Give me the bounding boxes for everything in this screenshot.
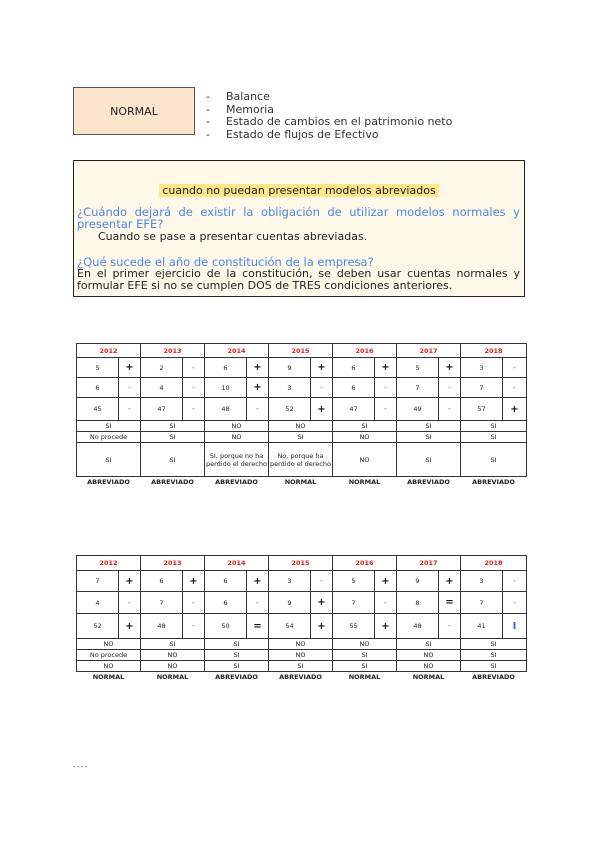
sign-cell: - (503, 378, 527, 398)
table-row (77, 639, 527, 650)
value-cell: 7 (461, 592, 503, 614)
value-cell: 47 (333, 398, 375, 421)
value-cell: 50 (205, 614, 247, 639)
normal-label: NORMAL (110, 104, 158, 118)
condition-cell: NO (269, 639, 333, 650)
table-1-body (77, 344, 527, 488)
condition-cell: NO (269, 421, 333, 432)
list-item: - Balance (206, 90, 270, 103)
condition-cell: NO (397, 650, 461, 661)
year-header: 2014 (205, 344, 269, 358)
sign-cell: - (183, 592, 205, 614)
condition-cell: NO (77, 661, 141, 672)
sign-cell: + (375, 358, 397, 378)
condition-cell: SI (397, 432, 461, 443)
result-cell: NORMAL (412, 673, 445, 682)
year-header: 2013 (141, 556, 205, 571)
sign-cell: + (311, 398, 333, 421)
value-cell: 6 (205, 592, 247, 614)
result-cell: ABREVIADO (279, 673, 322, 682)
table-row (77, 571, 527, 592)
sign-cell: - (119, 592, 141, 614)
table-row (77, 592, 527, 614)
value-cell: 4 (141, 378, 183, 398)
highlight-line (74, 179, 524, 198)
sign-cell: - (183, 358, 205, 378)
table-2-body (77, 556, 527, 683)
result-cell: ABREVIADO (472, 673, 515, 682)
table-row (77, 421, 527, 432)
year-header: 2012 (77, 556, 141, 571)
year-header: 2016 (333, 344, 397, 358)
value-cell: 7 (141, 592, 183, 614)
value-cell: 3 (269, 378, 311, 398)
condition-cell: SI (461, 432, 527, 443)
result-cell: NORMAL (348, 673, 381, 682)
value-cell: 5 (77, 358, 119, 378)
condition-cell: No, porque ha perdido el derecho (269, 443, 333, 477)
condition-cell: SI (461, 650, 527, 661)
result-cell: NORMAL (92, 673, 125, 682)
table-row (77, 378, 527, 398)
value-cell: 5 (397, 358, 439, 378)
result-cell: ABREVIADO (151, 478, 194, 487)
list-item: - Memoria (206, 102, 275, 116)
condition-cell: SI (141, 432, 205, 443)
condition-cell: SI (461, 639, 527, 650)
condition-cell: SI (141, 639, 205, 650)
table-row (77, 661, 527, 672)
value-cell: 4 (77, 592, 119, 614)
value-cell: 6 (205, 571, 247, 592)
value-cell: 3 (461, 571, 503, 592)
sign-cell: + (311, 592, 333, 614)
sign-cell: - (439, 398, 461, 421)
condition-cell: NO (77, 639, 141, 650)
sign-cell: + (439, 358, 461, 378)
sign-cell: + (247, 378, 269, 398)
condition-cell: SI (141, 443, 205, 477)
condition-cell: SI (461, 661, 527, 672)
sign-cell: - (375, 398, 397, 421)
sign-cell: - (503, 592, 527, 614)
table-row (77, 650, 527, 661)
documents-list (206, 91, 452, 141)
condition-cell: SI (205, 650, 269, 661)
value-cell: 45 (77, 398, 119, 421)
result-row (77, 477, 527, 488)
table-row (77, 443, 527, 477)
sign-cell: + (119, 358, 141, 378)
question-1: ¿Cuándo dejará de existir la obligación de utilizar modelos normales y presentar EFE? (77, 205, 520, 231)
condition-cell: SI (269, 432, 333, 443)
table-row (77, 358, 527, 378)
sign-cell: + (119, 614, 141, 639)
table-2 (76, 555, 526, 683)
condition-cell: SI (205, 661, 269, 672)
value-cell: 47 (141, 398, 183, 421)
sign-cell: + (439, 571, 461, 592)
condition-cell: SI (269, 661, 333, 672)
condition-cell: SI (333, 650, 397, 661)
condition-cell: No procede (77, 650, 141, 661)
condition-cell: NO (141, 650, 205, 661)
answer-2: En el primer ejercicio de la constitución, se deben usar cuentas normales y formular EFE si no se cumplen DOS de TRES condiciones anteriores. (77, 267, 520, 292)
table-row (77, 398, 527, 421)
value-cell: 6 (205, 358, 247, 378)
year-header: 2017 (397, 556, 461, 571)
value-cell: 48 (397, 614, 439, 639)
year-header: 2015 (269, 556, 333, 571)
sign-cell: = (247, 614, 269, 639)
result-cell: ABREVIADO (215, 673, 258, 682)
sign-cell: I (503, 614, 527, 639)
sign-cell: - (183, 614, 205, 639)
condition-cell: SI (141, 421, 205, 432)
condition-cell: SI (461, 421, 527, 432)
condition-cell: SI (333, 661, 397, 672)
value-cell: 48 (141, 614, 183, 639)
sign-cell: + (375, 614, 397, 639)
sign-cell: - (247, 398, 269, 421)
value-cell: 7 (333, 592, 375, 614)
sign-cell: - (311, 378, 333, 398)
footer-mark: ---- (73, 762, 89, 771)
sign-cell: + (119, 571, 141, 592)
normal-label-box (73, 87, 195, 135)
value-cell: 52 (77, 614, 119, 639)
value-cell: 2 (141, 358, 183, 378)
year-header: 2016 (333, 556, 397, 571)
year-header: 2015 (269, 344, 333, 358)
condition-cell: NO (333, 639, 397, 650)
list-item: - Estado de flujos de Efectivo (206, 127, 379, 141)
value-cell: 6 (141, 571, 183, 592)
result-cell: ABREVIADO (87, 478, 130, 487)
value-cell: 5 (333, 571, 375, 592)
value-cell: 57 (461, 398, 503, 421)
sign-cell: - (439, 614, 461, 639)
value-cell: 9 (269, 358, 311, 378)
year-header: 2018 (461, 344, 527, 358)
sign-cell: - (183, 398, 205, 421)
sign-cell: + (503, 398, 527, 421)
sign-cell: - (503, 358, 527, 378)
condition-cell: NO (141, 661, 205, 672)
value-cell: 7 (77, 571, 119, 592)
sign-cell: + (247, 571, 269, 592)
sign-cell: + (247, 358, 269, 378)
condition-cell: SI (397, 443, 461, 477)
sign-cell: + (311, 358, 333, 378)
condition-cell: SI (77, 421, 141, 432)
value-cell: 6 (333, 378, 375, 398)
condition-cell: NO (333, 443, 397, 477)
condition-cell: NO (205, 421, 269, 432)
result-cell: NORMAL (156, 673, 189, 682)
value-cell: 10 (205, 378, 247, 398)
value-cell: 9 (397, 571, 439, 592)
answer-1: Cuando se pase a presentar cuentas abreviadas. (98, 230, 368, 243)
result-cell: NORMAL (284, 478, 317, 487)
sign-cell: + (183, 571, 205, 592)
result-cell: ABREVIADO (407, 478, 450, 487)
highlight-text: cuando no puedan presentar modelos abreviados (159, 184, 438, 197)
sign-cell: - (375, 378, 397, 398)
result-cell: ABREVIADO (472, 478, 515, 487)
value-cell: 6 (77, 378, 119, 398)
value-cell: 6 (333, 358, 375, 378)
value-cell: 54 (269, 614, 311, 639)
value-cell: 7 (461, 378, 503, 398)
condition-cell: No procede (77, 432, 141, 443)
sign-cell: - (119, 378, 141, 398)
sign-cell: - (503, 571, 527, 592)
condition-cell: SI (461, 443, 527, 477)
table-header-row (77, 344, 527, 358)
info-box (73, 160, 525, 297)
condition-cell: SI (205, 639, 269, 650)
year-header: 2012 (77, 344, 141, 358)
year-header: 2018 (461, 556, 527, 571)
year-header: 2013 (141, 344, 205, 358)
sign-cell: - (183, 378, 205, 398)
value-cell: 52 (269, 398, 311, 421)
condition-cell: SI (77, 443, 141, 477)
condition-cell: NO (397, 661, 461, 672)
value-cell: 3 (461, 358, 503, 378)
sign-cell: - (375, 592, 397, 614)
value-cell: 8 (397, 592, 439, 614)
condition-cell: SI, porque no ha perdido el derecho (205, 443, 269, 477)
sign-cell: = (439, 592, 461, 614)
table-row (77, 432, 527, 443)
condition-cell: NO (333, 432, 397, 443)
condition-cell: NO (269, 650, 333, 661)
condition-cell: SI (397, 639, 461, 650)
sign-cell: - (439, 378, 461, 398)
question-2: ¿Qué sucede el año de constitución de la empresa? (77, 255, 374, 269)
result-cell: ABREVIADO (215, 478, 258, 487)
list-item: - Estado de cambios en el patrimonio neto (206, 115, 453, 128)
sign-cell: - (119, 398, 141, 421)
year-header: 2017 (397, 344, 461, 358)
table-header-row (77, 556, 527, 571)
value-cell: 3 (269, 571, 311, 592)
value-cell: 49 (397, 398, 439, 421)
condition-cell: NO (205, 432, 269, 443)
condition-cell: SI (333, 421, 397, 432)
table-row (77, 614, 527, 639)
result-row (77, 672, 527, 683)
sign-cell: - (311, 571, 333, 592)
value-cell: 48 (205, 398, 247, 421)
year-header: 2014 (205, 556, 269, 571)
table-1 (76, 343, 526, 488)
value-cell: 7 (397, 378, 439, 398)
value-cell: 9 (269, 592, 311, 614)
value-cell: 41 (461, 614, 503, 639)
sign-cell: + (375, 571, 397, 592)
sign-cell: + (311, 614, 333, 639)
condition-cell: SI (397, 421, 461, 432)
sign-cell: - (247, 592, 269, 614)
value-cell: 55 (333, 614, 375, 639)
result-cell: NORMAL (348, 478, 381, 487)
